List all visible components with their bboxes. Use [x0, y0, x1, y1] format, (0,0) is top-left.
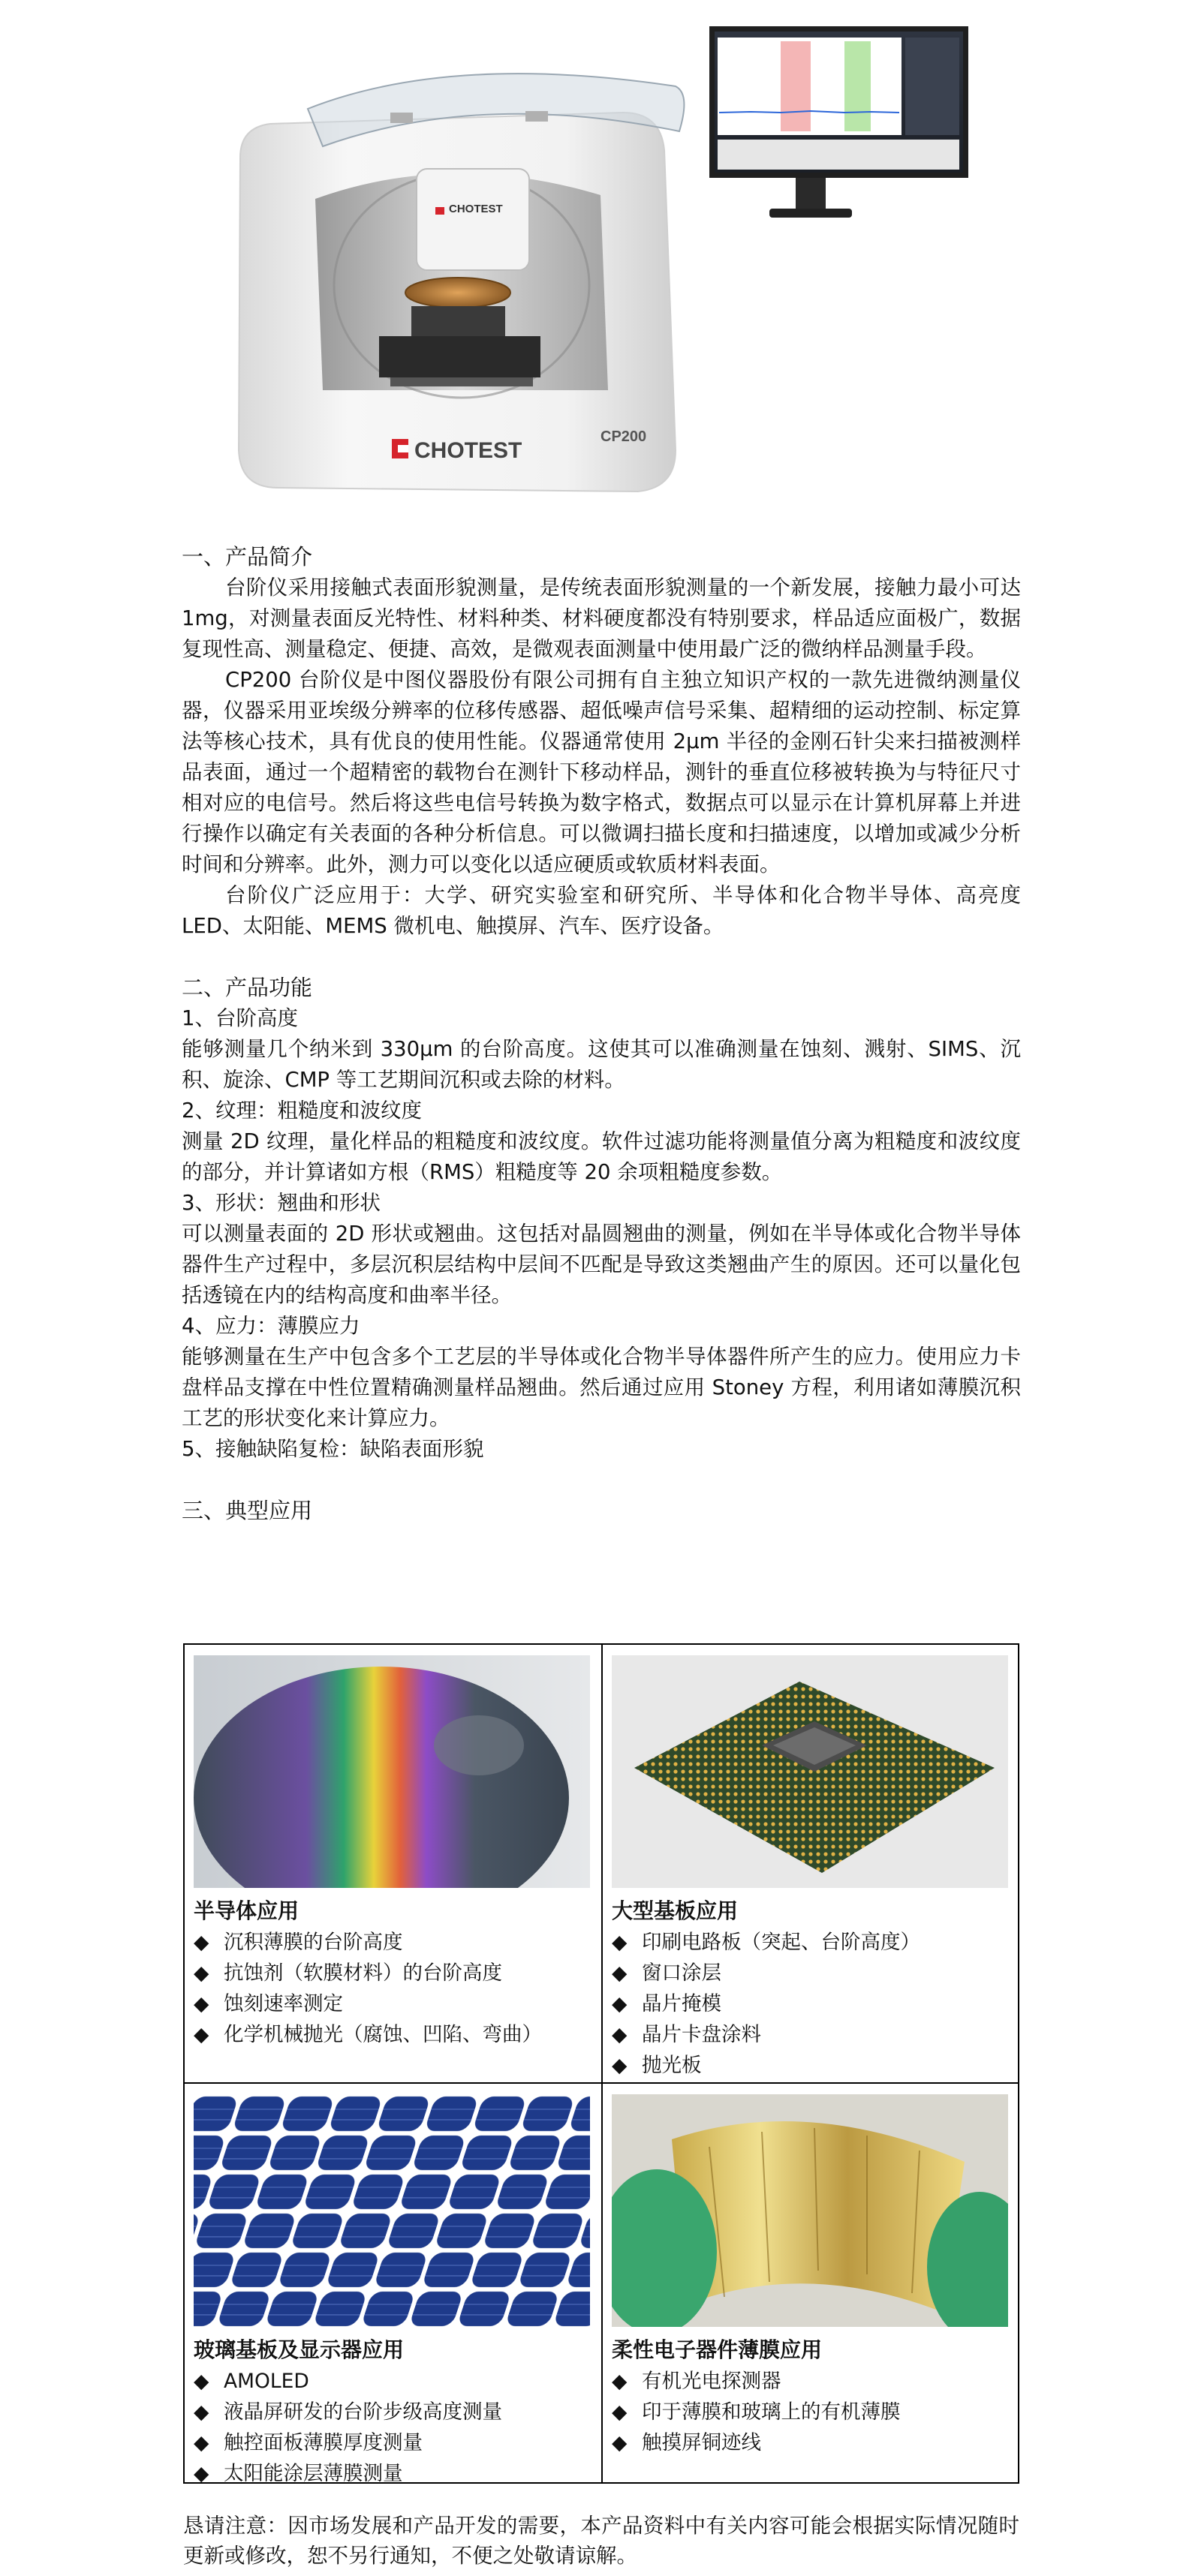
head-brand-label: CHOTEST	[449, 203, 503, 215]
app-list	[194, 1927, 592, 2050]
product-hero	[0, 0, 1201, 525]
function-2-body: 测量 2D 纹理，量化样品的粗糙度和波纹度。软件过滤功能将测量值分离为粗糙度和波纹度的部分，并计算诸如方根（RMS）粗糙度等 20 余项粗糙度参数。	[182, 1129, 1021, 1184]
list-item: ◆ 化学机械抛光（腐蚀、凹陷、弯曲）	[194, 2023, 542, 2046]
software-green-region	[844, 41, 871, 131]
function-4-body: 能够测量在生产中包含多个工艺层的半导体或化合物半导体器件所产生的应力。使用应力卡盘样品支撑在中性位置精确测量样品翘曲。然后通过应用 Stoney 方程，利用诸如薄膜沉积工艺的形状变化来计算应力。	[182, 1345, 1021, 1430]
app-list	[194, 2366, 592, 2489]
list-item: ◆ 液晶屏研发的台阶步级高度测量	[194, 2400, 502, 2424]
software-red-region	[781, 41, 811, 131]
list-item: ◆ 触控面板薄膜厚度测量	[194, 2431, 423, 2454]
model-label: CP200	[600, 428, 647, 445]
function-3-head: 3、形状：翘曲和形状	[182, 1191, 381, 1215]
app-list	[612, 2366, 1010, 2458]
monitor	[709, 26, 968, 218]
list-item: ◆ 抛光板	[612, 2054, 702, 2077]
cpu-chip-image	[612, 1655, 1008, 1888]
list-item: ◆ 蚀刻速率测定	[194, 1992, 343, 2015]
list-item: ◆ 太阳能涂层薄膜测量	[194, 2462, 403, 2485]
intro-paragraph-3: 台阶仪广泛应用于：大学、研究实验室和研究所、半导体和化合物半导体、高亮度 LED、太阳能、MEMS 微机电、触摸屏、汽车、医疗设备。	[182, 883, 1021, 938]
solar-panel-image	[194, 2094, 590, 2327]
function-3-body: 可以测量表面的 2D 形状或翘曲。这包括对晶圆翘曲的测量，例如在半导体或化合物半导体器件生产过程中，多层沉积层结构中层间不匹配是导致这类翘曲产生的原因。还可以量化包括透镜在内的结构高度和曲率半径。	[182, 1222, 1021, 1307]
sample-plate	[405, 278, 510, 308]
list-item: ◆ 窗口涂层	[612, 1961, 721, 1985]
sensor-head	[417, 169, 529, 270]
app-cell-glass-display	[185, 2084, 601, 2489]
app-caption: 半导体应用	[194, 1898, 299, 1923]
intro-paragraph-1: 台阶仪采用接触式表面形貌测量，是传统表面形貌测量的一个新发展，接触力最小可达 1mg，对测量表面反光特性、材料种类、材料硬度都没有特别要求，样品适应面极广，数据复现性高、测量稳定、便捷、高效，是微观表面测量中使用最广泛的微纳样品测量手段。	[182, 576, 1021, 661]
brand-logo: CHOTEST	[414, 438, 522, 463]
list-item: ◆ 沉积薄膜的台阶高度	[194, 1931, 403, 1954]
semiconductor-wafer-image	[194, 1655, 590, 1888]
section-functions-title: 二、产品功能	[182, 975, 313, 1000]
app-cell-flexible-electronics	[603, 2084, 1019, 2458]
cp200-illustration	[0, 0, 1201, 525]
section-intro-title: 一、产品简介	[182, 544, 313, 570]
app-cell-large-substrate	[603, 1645, 1019, 2081]
list-item: ◆ 印刷电路板（突起、台阶高度）	[612, 1931, 920, 1954]
function-1-head: 1、台阶高度	[182, 1006, 298, 1030]
list-item: ◆ 触摸屏铜迹线	[612, 2431, 761, 2454]
app-caption: 玻璃基板及显示器应用	[194, 2337, 405, 2362]
function-2-head: 2、纹理：粗糙度和波纹度	[182, 1099, 422, 1123]
flexible-film-image	[612, 2094, 1008, 2327]
list-item: ◆ 晶片卡盘涂料	[612, 2023, 761, 2046]
intro-paragraph-2: CP200 台阶仪是中图仪器股份有限公司拥有自主独立知识产权的一款先进微纳测量仪器，仪器采用亚埃级分辨率的位移传感器、超低噪声信号采集、超精细的运动控制、标定算法等核心技术，具有优良的使用性能。仪器通常使用 2μm 半径的金刚石针尖来扫描被测样品表面，通过一个超精密的载物台在测针下移动样品，测针的垂直位移被转换为与特征尺寸相对应的电信号。然后将这些电信号转换为数字格式，数据点可以显示在计算机屏幕上并进行操作以确定有关表面的各种分析信息。可以微调扫描长度和扫描速度，以增加或减少分析时间和分辨率。此外，测力可以变化以适应硬质或软质材料表面。	[182, 668, 1021, 876]
list-item: ◆ 晶片掩模	[612, 1992, 721, 2015]
section-apps-title: 三、典型应用	[182, 1498, 313, 1523]
document-body	[182, 542, 1021, 1526]
disclaimer-note: 恳请注意：因市场发展和产品开发的需要，本产品资料中有关内容可能会根据实际情况随时更新或修改，恕不另行通知，不便之处敬请谅解。	[183, 2513, 1019, 2568]
function-1-body: 能够测量几个纳米到 330μm 的台阶高度。这使其可以准确测量在蚀刻、溅射、SIMS、沉积、旋涂、CMP 等工艺期间沉积或去除的材料。	[182, 1037, 1021, 1092]
app-caption: 大型基板应用	[612, 1898, 739, 1923]
app-cell-semiconductor	[185, 1645, 601, 2050]
function-5-head: 5、接触缺陷复检：缺陷表面形貌	[182, 1437, 484, 1461]
function-4-head: 4、应力：薄膜应力	[182, 1314, 360, 1338]
app-caption: 柔性电子器件薄膜应用	[612, 2337, 823, 2362]
applications-table	[183, 1643, 1019, 2484]
app-list	[612, 1927, 1010, 2081]
list-item: ◆ 有机光电探测器	[612, 2370, 781, 2393]
list-item: ◆ AMOLED	[194, 2370, 309, 2393]
list-item: ◆ 印于薄膜和玻璃上的有机薄膜	[612, 2400, 901, 2424]
list-item: ◆ 抗蚀剂（软膜材料）的台阶高度	[194, 1961, 502, 1985]
